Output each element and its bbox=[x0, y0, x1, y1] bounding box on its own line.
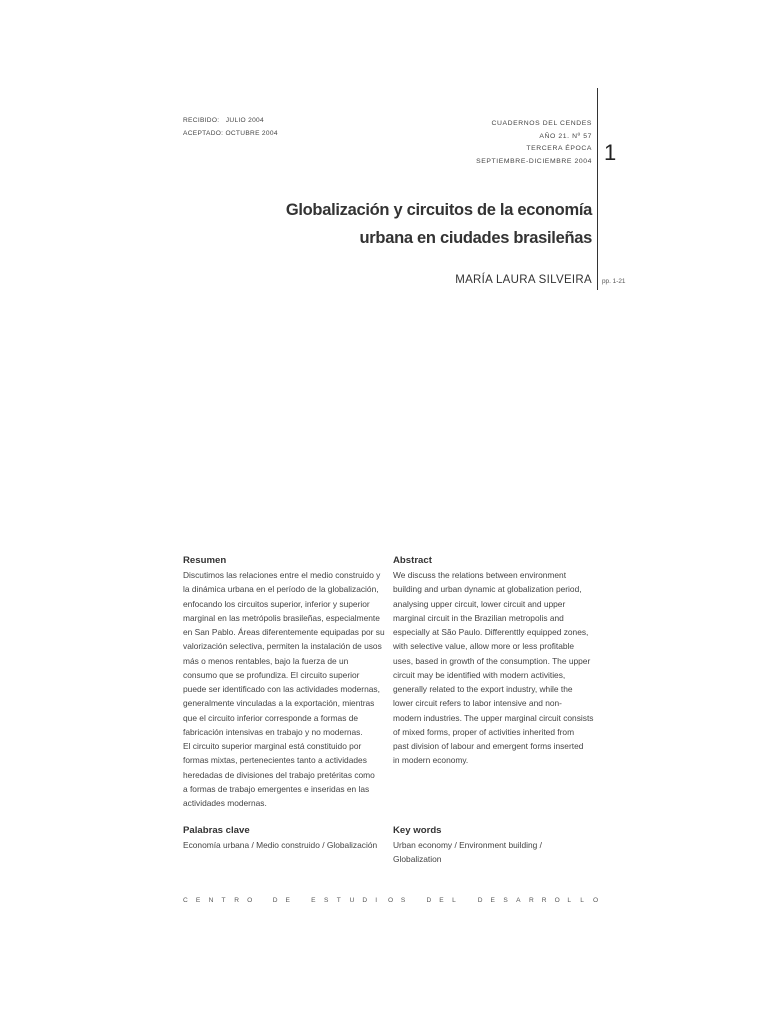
abstract-line: analysing upper circuit, lower circuit and upper bbox=[393, 598, 566, 609]
footer-letter: E bbox=[195, 897, 201, 904]
article-title bbox=[262, 196, 592, 252]
resumen-line: más o menos rentables, bajo la fuerza de un bbox=[183, 655, 349, 666]
key-words-section bbox=[393, 823, 603, 867]
abstract-line: circuit may be identified with modern activities, bbox=[393, 669, 566, 680]
palabras-clave-heading: Palabras clave bbox=[183, 825, 250, 836]
resumen-line: a formas de trabajo emergentes e inseridas en las bbox=[183, 783, 370, 794]
abstract-line: modern industries. The upper marginal circuit consists bbox=[393, 712, 594, 723]
resumen-line: marginal en las metrópolis brasileñas, especialmente bbox=[183, 612, 380, 623]
abstract-line: building and urban dynamic at globalization period, bbox=[393, 584, 582, 595]
journal-info bbox=[476, 118, 592, 168]
footer-letter: D bbox=[426, 897, 432, 904]
received-date: RECIBIDO: JULIO 2004 bbox=[183, 117, 264, 124]
footer-letter: L bbox=[580, 897, 584, 904]
palabras-clave-line: Economía urbana / Medio construido / Globalización bbox=[183, 840, 378, 850]
footer-letter: R bbox=[541, 897, 547, 904]
abstract-line: especially at São Paulo. Differenttly equipped zones, bbox=[393, 627, 589, 637]
key-words-line: Urban economy / Environment building / bbox=[393, 840, 542, 850]
footer-letter: T bbox=[221, 897, 226, 904]
resumen-line: consumo que se profundiza. El circuito superior bbox=[183, 669, 360, 680]
footer-letter: O bbox=[247, 897, 253, 904]
footer-letter: E bbox=[285, 897, 290, 904]
abstract-line: lower circuit refers to labor intensive and non- bbox=[393, 698, 562, 709]
received-dates bbox=[183, 114, 278, 140]
resumen-body bbox=[183, 568, 388, 810]
abstract-line: generally related to the export industry, while the bbox=[393, 684, 573, 694]
footer-letter: R bbox=[234, 897, 240, 904]
abstract-heading: Abstract bbox=[393, 555, 432, 566]
resumen-section bbox=[183, 553, 388, 810]
resumen-heading: Resumen bbox=[183, 555, 227, 566]
footer-letter: N bbox=[208, 897, 214, 904]
footer-letter: E bbox=[439, 897, 444, 904]
vertical-rule bbox=[597, 88, 598, 290]
footer-letter: I bbox=[375, 897, 378, 904]
resumen-line: heredadas de divisiones del trabajo pretéritas como bbox=[183, 769, 375, 780]
abstract-line: past division of labour and emergent forms inserted bbox=[393, 741, 584, 751]
resumen-line: El circuito superior marginal está constituido por bbox=[183, 741, 362, 751]
abstract-line: of mixed forms, proper of activities inherited from bbox=[393, 726, 575, 737]
footer-letter: S bbox=[323, 897, 329, 904]
journal-issue: AÑO 21. Nº 57 bbox=[539, 132, 592, 140]
footer-letter: O bbox=[388, 897, 394, 904]
title-line-2: urbana en ciudades brasileñas bbox=[359, 229, 592, 247]
resumen-line: generalmente vinculadas a la exportación, mientras bbox=[183, 698, 375, 709]
palabras-clave-section bbox=[183, 823, 393, 852]
resumen-line: valorización selectiva, permiten la instalación de usos bbox=[183, 641, 382, 652]
abstract-line: with selective value, allow more or less profitable bbox=[393, 641, 575, 652]
footer-letter: S bbox=[400, 897, 406, 904]
footer-letter: L bbox=[567, 897, 572, 904]
footer-letter: D bbox=[362, 897, 368, 904]
key-words-heading: Key words bbox=[393, 825, 442, 836]
resumen-line: la dinámica urbana en el período de la globalización, bbox=[183, 584, 379, 595]
resumen-line: actividades modernas. bbox=[183, 798, 267, 808]
footer-letter: O bbox=[554, 897, 560, 904]
accepted-date: ACEPTADO: OCTUBRE 2004 bbox=[183, 130, 278, 137]
footer-letter: D bbox=[272, 897, 278, 904]
footer-letter: C bbox=[183, 897, 188, 904]
article-author: MARÍA LAURA SILVEIRA bbox=[455, 274, 592, 286]
resumen-line: formas mixtas, pertenecientes tanto a actividades bbox=[183, 755, 367, 766]
journal-period: SEPTIEMBRE-DICIEMBRE 2004 bbox=[476, 157, 592, 165]
resumen-line: fabricación intensivas en trabajo y no modernas. bbox=[183, 726, 363, 737]
footer-letter: L bbox=[452, 897, 456, 904]
abstract-line: in modern economy. bbox=[393, 755, 469, 766]
page-range: pp. 1-21 bbox=[602, 278, 626, 285]
abstract-line: uses, based in growth of the consumption. The upper bbox=[393, 655, 591, 666]
resumen-line: enfocando los circuitos superior, inferior y superior bbox=[183, 598, 370, 609]
footer-letter: T bbox=[336, 897, 341, 904]
footer-letter: R bbox=[528, 897, 534, 904]
key-words-body bbox=[393, 838, 603, 867]
abstract-body bbox=[393, 568, 603, 768]
key-words-line: Globalization bbox=[393, 854, 442, 865]
footer-letter: U bbox=[349, 897, 355, 904]
journal-name: CUADERNOS DEL CENDES bbox=[491, 120, 592, 127]
footer-letter: E bbox=[490, 897, 495, 904]
abstract-section bbox=[393, 553, 603, 768]
resumen-line: Discutimos las relaciones entre el medio construido y bbox=[183, 570, 381, 580]
footer-letter: O bbox=[593, 897, 599, 904]
page-number: 1 bbox=[604, 140, 617, 165]
journal-epoch: TERCERA ÉPOCA bbox=[526, 145, 592, 152]
abstract-line: We discuss the relations between environment bbox=[393, 570, 567, 580]
title-line-1: Globalización y circuitos de la economía bbox=[285, 201, 592, 219]
resumen-line: en San Pablo. Áreas diferentemente equipadas por su bbox=[183, 627, 385, 637]
footer-letter: D bbox=[477, 897, 483, 904]
palabras-clave-body bbox=[183, 838, 393, 852]
abstract-line: marginal circuit in the Brazilian metropolis and bbox=[393, 612, 564, 623]
resumen-line: que el circuito inferior corresponde a formas de bbox=[183, 712, 359, 723]
footer-letter: S bbox=[503, 897, 508, 904]
footer-letter: A bbox=[516, 897, 521, 904]
footer-letter: E bbox=[311, 897, 316, 904]
resumen-line: puede ser identificado con las actividades modernas, bbox=[183, 684, 380, 694]
